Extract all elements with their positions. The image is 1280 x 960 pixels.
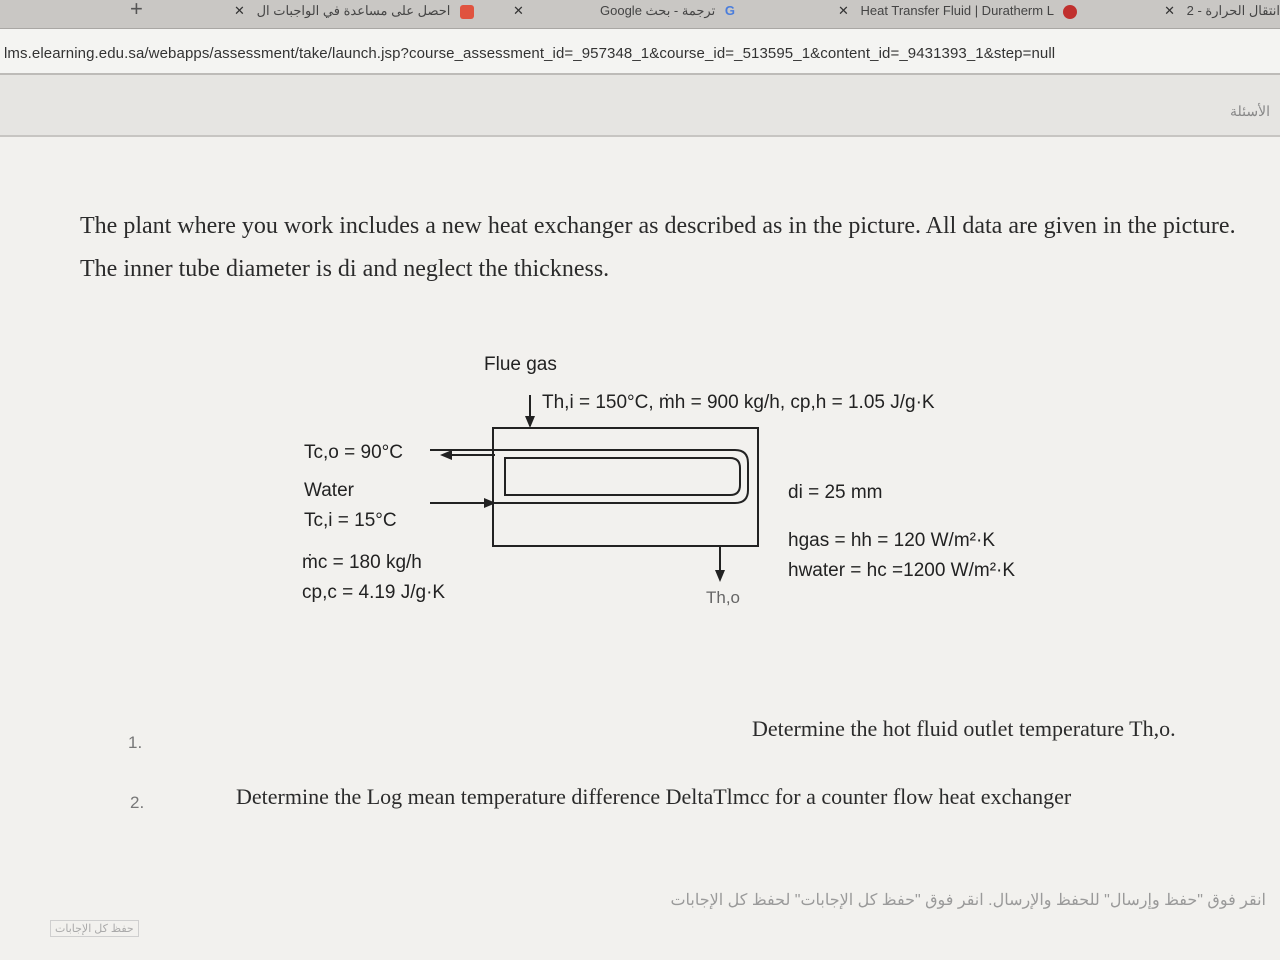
close-tab-icon[interactable]: ✕ xyxy=(513,3,524,18)
arrow-left-icon xyxy=(440,450,452,460)
water-label: Water xyxy=(304,480,354,501)
inner-tube xyxy=(505,458,740,495)
question-intro: The plant where you work includes a new heat exchanger as described as in the picture. All data are given in the picture. The inner tube diameter is di and neglect the thickness. xyxy=(80,213,1236,282)
address-bar[interactable] xyxy=(0,29,1280,75)
question-2-text: Determine the Log mean temperature difference DeltaTlmcc for a counter flow heat exchanger xyxy=(236,784,1072,809)
question-1-text: Determine the hot fluid outlet temperature Th,o. xyxy=(752,716,1176,741)
hot-inlet-label: Th,i = 150°C, ṁh = 900 kg/h, cp,h = 1.05 J/g·K xyxy=(542,392,935,413)
flue-gas-label: Flue gas xyxy=(484,354,557,375)
heat-exchanger-diagram xyxy=(280,350,1080,640)
close-tab-icon[interactable]: ✕ xyxy=(1164,3,1175,18)
close-tab-icon[interactable]: ✕ xyxy=(838,3,849,18)
google-icon: G xyxy=(724,3,735,18)
arrow-down-icon xyxy=(715,570,725,582)
tab-homework-help[interactable]: احصل على مساعدة في الواجبات ال ✕ xyxy=(150,0,480,28)
cold-cp-label: cp,c = 4.19 J/g·K xyxy=(302,582,446,603)
new-tab-icon[interactable]: + xyxy=(130,0,143,21)
browser-tab-strip xyxy=(0,0,1280,29)
tab-heat-transfer-fluid[interactable]: ✕ Heat Transfer Fluid | Duratherm L xyxy=(830,0,1130,28)
site-favicon-icon xyxy=(1063,5,1077,19)
h-gas-label: hgas = hh = 120 W/m²·K xyxy=(788,530,995,551)
cold-mass-flow-label: ṁc = 180 kg/h xyxy=(302,552,422,573)
page-header-band xyxy=(0,75,1280,137)
tab-google-translate[interactable]: Google ترجمة - بحث G xyxy=(600,3,735,18)
url-text[interactable]: lms.elearning.edu.sa/webapps/assessment/take/launch.jsp?course_assessment_id=_957348_1&course_id=_513595_1&content_id=_9431393_1&step=null xyxy=(4,45,1056,62)
save-all-answers-button[interactable]: حفظ كل الإجابات xyxy=(50,920,139,937)
question-number: 2. xyxy=(130,793,145,812)
cold-outlet-label: Tc,o = 90°C xyxy=(304,442,403,463)
shell-outline xyxy=(493,428,758,546)
question-number: 1. xyxy=(128,733,143,752)
arrow-right-icon xyxy=(484,498,496,508)
close-tab-icon[interactable]: ✕ xyxy=(234,3,245,18)
assessment-page xyxy=(0,75,1280,960)
tube-diameter-label: di = 25 mm xyxy=(788,482,883,503)
hot-outlet-label: Th,o xyxy=(706,588,741,607)
arrow-down-icon xyxy=(525,416,535,428)
submit-instructions: انقر فوق "حفظ وإرسال" للحفظ والإرسال. انقر فوق "حفظ كل الإجابات" لحفظ كل الإجابات xyxy=(670,892,1266,909)
section-label: الأسئلة xyxy=(1230,103,1270,119)
site-favicon-icon xyxy=(460,5,474,19)
tab-heat-transfer-2[interactable]: انتقال الحرارة - 2 ✕ xyxy=(1164,3,1280,18)
h-water-label: hwater = hc =1200 W/m²·K xyxy=(788,560,1016,581)
cold-inlet-label: Tc,i = 15°C xyxy=(304,510,397,531)
